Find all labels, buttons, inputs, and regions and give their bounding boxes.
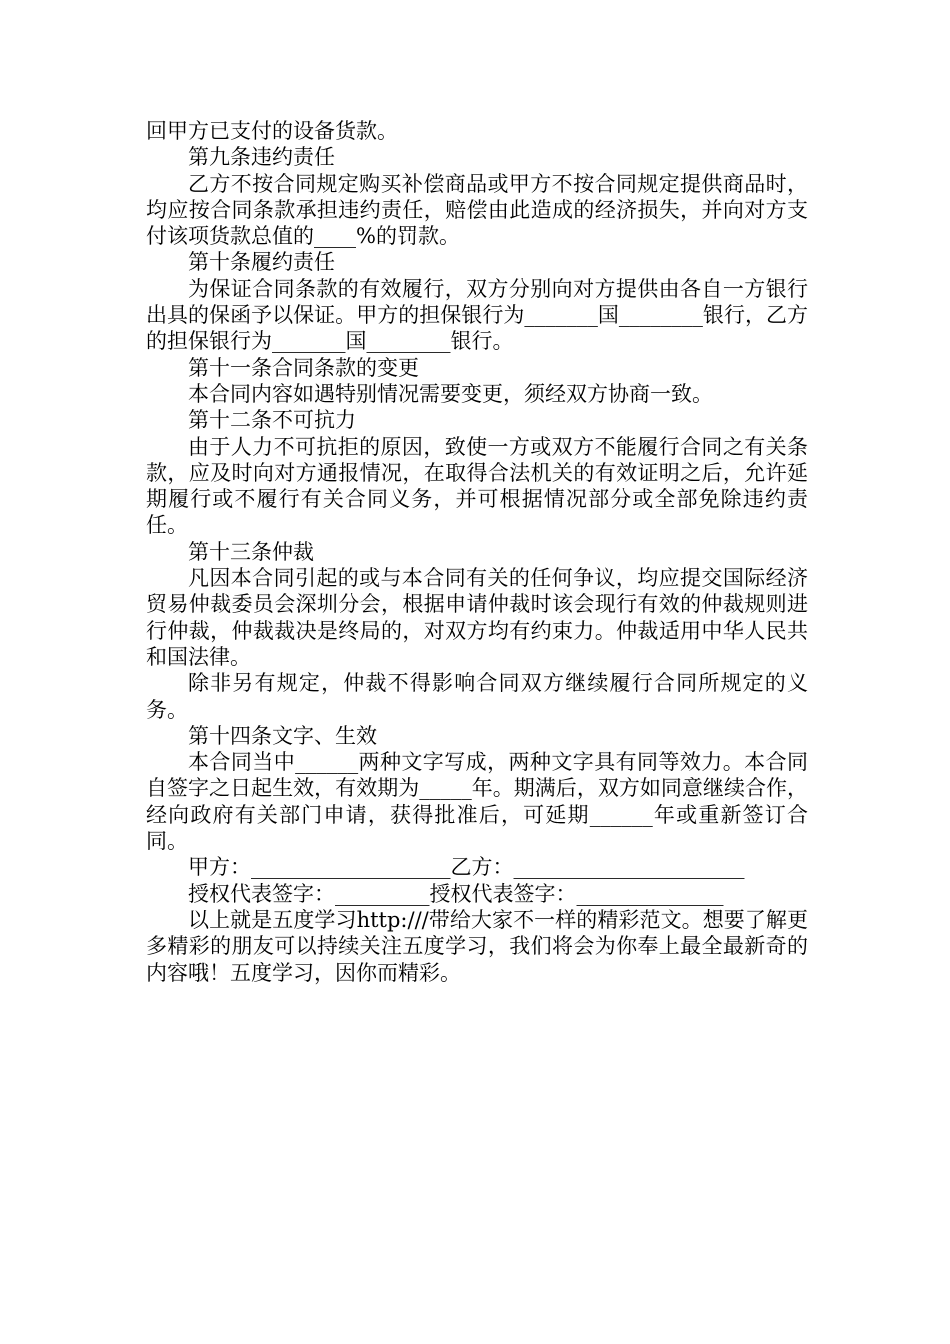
article-13-body-2: 除非另有规定，仲裁不得影响合同双方继续履行合同所规定的义务。 <box>146 671 808 722</box>
article-10-body: 为保证合同条款的有效履行，双方分别向对方提供由各自一方银行出具的保函予以保证。甲方的担保银行为_______国________银行，乙方的担保银行为_______国________银行。 <box>146 276 808 354</box>
article-11-heading: 第十一条合同条款的变更 <box>188 355 419 380</box>
article-11-body: 本合同内容如遇特别情况需要变更，须经双方协商一致。 <box>188 381 713 406</box>
paragraph-continuation: 回甲方已支付的设备货款。 <box>146 119 398 143</box>
article-10-heading: 第十条履约责任 <box>188 250 335 275</box>
document-page <box>146 118 808 986</box>
article-9-heading: 第九条违约责任 <box>188 145 335 170</box>
article-9-body: 乙方不按合同规定购买补偿商品或甲方不按合同规定提供商品时，均应按合同条款承担违约责任，赔偿由此造成的经济损失，并向对方支付该项货款总值的____%的罚款。 <box>146 171 808 249</box>
party-signature-line: 甲方：___________________乙方：______________________ <box>188 855 745 880</box>
article-13-body: 凡因本合同引起的或与本合同有关的任何争议，均应提交国际经济贸易仲裁委员会深圳分会，根据申请仲裁时该会现行有效的仲裁规则进行仲裁，仲裁裁决是终局的，对双方均有约束力。仲裁适用中华人民共和国法律。 <box>146 566 808 669</box>
representative-signature-line: 授权代表签字：_________授权代表签字：______________ <box>188 881 724 906</box>
article-12-heading: 第十二条不可抗力 <box>188 408 356 433</box>
article-14-heading: 第十四条文字、生效 <box>188 723 377 748</box>
article-13-heading: 第十三条仲裁 <box>188 539 314 564</box>
article-14-body: 本合同当中______两种文字写成，两种文字具有同等效力。本合同自签字之日起生效，有效期为_____年。期满后，双方如同意继续合作，经向政府有关部门申请，获得批准后，可延期______年或重新签订合同。 <box>146 750 808 854</box>
closing-note: 以上就是五度学习http:///带给大家不一样的精彩范文。想要了解更多精彩的朋友可以持续关注五度学习，我们将会为你奉上最全最新奇的内容哦！五度学习，因你而精彩。 <box>146 907 808 985</box>
article-12-body: 由于人力不可抗拒的原因，致使一方或双方不能履行合同之有关条款，应及时向对方通报情况，在取得合法机关的有效证明之后，允许延期履行或不履行有关合同义务，并可根据情况部分或全部免除违约责任。 <box>146 434 808 538</box>
